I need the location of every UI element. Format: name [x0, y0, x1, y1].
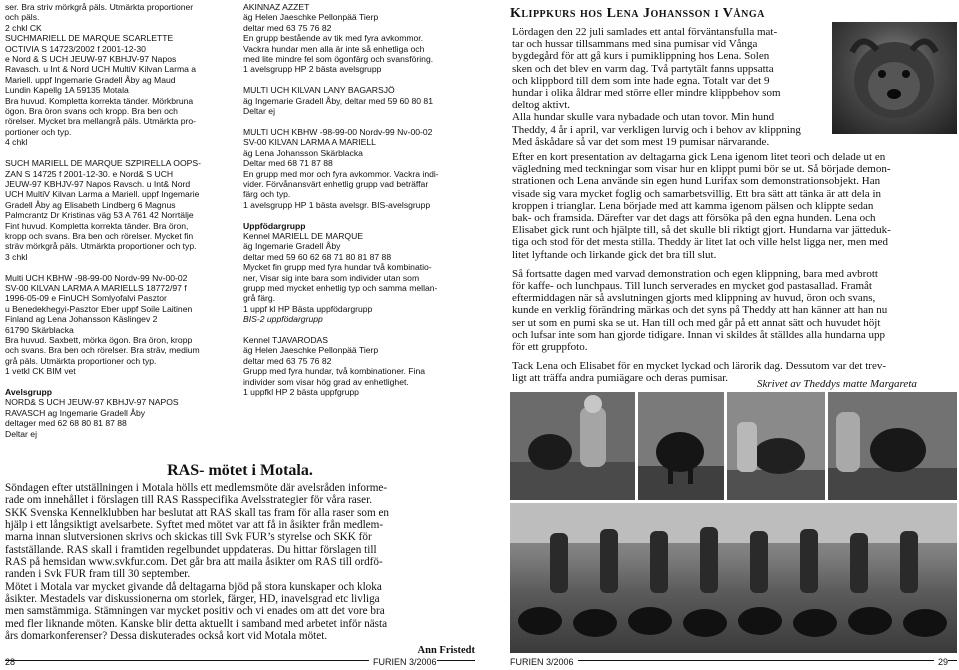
p2-line: litet lyftande och lirkande gick det bra till slut. [512, 248, 717, 261]
col1-line: Multi UCH KBHW -98-99-00 Nordv-99 Nv-00-02 [5, 272, 188, 283]
p3-line: Så fortsatte dagen med varvad demonstration och egen klippning, bara med avbrott [512, 267, 878, 280]
col2-line: grupp med mycket enhetlig typ och samma mellan- [243, 282, 438, 293]
col1-line: RAVASCH ag Ingemarie Gradell Åby [5, 407, 146, 418]
intro-line: deltog aktivt. [512, 99, 571, 112]
col2-line: 1 uppf kl HP Bästa uppfödargrupp [243, 303, 373, 314]
col2-line: Grupp med fyra hundar, två kombinationer. Fina [243, 366, 425, 377]
col2-line: MULTI UCH KILVAN LANY BAGARSJÖ [243, 85, 395, 96]
ras-line: års domarkonferenser? Dessa diskuterades också kort vid Motala mötet. [5, 630, 328, 643]
intro-line: Alla hundar skulle vara nybadade och utan tovor. Min hund [512, 111, 775, 124]
ras-line: med fler liknande möten. Kanske blir detta aktuellt i samband med arbetet inför nästa [5, 617, 388, 630]
left-col-2-lines [243, 2, 473, 397]
right-body [512, 151, 957, 392]
col2-line: deltar med 63 75 76 82 [243, 355, 332, 366]
left-magazine-name: FURIEN 3/2006 [369, 657, 437, 667]
col1-line: och svans. Bra ben och rörelser. Bra sträv, medium [5, 345, 200, 356]
ras-article [5, 462, 475, 656]
col2-line: Mycket fin grupp med fyra hundar två kombinatio- [243, 262, 432, 273]
ras-line: marna innan slutversionen skrivs och skickas till Svk FUR’s styrelse och SKK för [5, 531, 372, 544]
col2-line: MULTI UCH KBHW -98-99-00 Nordv-99 Nv-00-02 [243, 126, 433, 137]
intro-line: Theddy, 4 år i april, var verkligen lurvig och i behov av klippning [512, 123, 801, 136]
col1-line: rörelser. Mycket bra mellangrå päls. Utmärkta pro- [5, 116, 197, 127]
col2-line: Kennel TJAVARODAS [243, 335, 329, 345]
col1-line: JEUW-97 KBHJV-97 Napos Ravsch. u Int& Nord [5, 178, 191, 189]
paragraph-afternoon [512, 268, 957, 353]
col2-line: äg Ingemarie Gradell Åby [243, 241, 341, 252]
col1-line: 1 vetkl CK BIM vet [5, 366, 76, 377]
col1-line: kropp och svans. Bra ben och rörelser. Mycket fin [5, 230, 194, 241]
col1-line: portioner och typ. [5, 126, 72, 137]
group-photo-illustration [510, 503, 957, 653]
left-col-2 [243, 2, 473, 397]
photo-dog-portrait [832, 22, 957, 134]
col2-line: AKINNAZ AZZET [243, 2, 310, 12]
col2-line: äg Helen Jaeschke Pellonpää Tierp [243, 12, 379, 23]
headline-text: Klippkurs hos Lena Johansson i Vånga [510, 6, 765, 21]
col2-line: med lite mindre fel som ögonfärg och svansföring. [243, 54, 434, 65]
intro-lines [512, 26, 830, 148]
p2-line: strationen och Lena använde sin egen hund Lurifax som demonstrationsobjekt. Han [512, 175, 881, 188]
col2-line: äg Ingemarie Gradell Åby, deltar med 59 60 80 81 [243, 95, 433, 106]
col1-line [5, 148, 227, 158]
ras-line: fastställande. RAS skall i framtiden regelbundet uppdateras. Du hittar förslagen till [5, 543, 377, 556]
ras-title: RAS- mötet i Motala. [167, 462, 313, 479]
col1-line: 3 chkl [5, 251, 28, 262]
col1-line: 61790 Skärblacka [5, 324, 74, 335]
grooming-scene-3 [727, 392, 825, 500]
ras-line: RAS på hemsidan www.svkfur.com. Det går bra att maila åsikter om RAS till ordfö- [5, 556, 383, 569]
col2-line: individer som visar hög grad av enhetlighet. [243, 376, 409, 387]
p4-line: Tack Lena och Elisabet för en mycket lyckad och lärorik dag. Dessutom var det trev- [512, 360, 887, 373]
col2-line: Deltar ej [243, 106, 275, 117]
p2-line: Elisabet gick runt och hjälpte till, så det skulle bli riktigt gjort. Hundarna var jätteduk- [512, 224, 891, 237]
col1-line: ZAN S 14725 f 2001-12-30. e Nord& S UCH [5, 168, 174, 179]
ras-line: Söndagen efter utställningen i Motala hölls ett medlemsmöte där avelsråden informe- [5, 482, 388, 494]
col1-line: Avelsgrupp [5, 387, 52, 398]
col2-line [243, 116, 473, 126]
p2-line: kroppen i trianglar. Lena började med att kamma igenom pälsen och klippte sedan [512, 199, 874, 212]
col2-line: deltar med 59 60 62 68 71 80 81 87 88 [243, 251, 392, 262]
ras-line: men samstämmiga. Stämningen var mycket positiv och vi enades om att det vore bra [5, 605, 385, 618]
col1-line: Bra huvud. Kompletta korrekta tänder. Mörkbruna [5, 95, 194, 106]
col2-line: En grupp bestående av tik med fyra avkommor. [243, 33, 424, 44]
dog-portrait-illustration [832, 22, 957, 134]
intro-line: tar och hussar tillsammans med sina pumisar vid Vånga [512, 38, 758, 51]
col2-line: SV-00 KILVAN LARMA A MARIELL [243, 137, 376, 148]
ras-line: rade om innehållet i förslagen till RAS Rasspecifika Avelsstrategier för våra raser. [5, 494, 372, 507]
photo-grooming-4 [828, 392, 957, 500]
col2-line: ner, Visar sig inte bara som individer utan som [243, 272, 420, 283]
p3-line: för ett gruppfoto. [512, 341, 588, 354]
photo-grooming-1 [510, 392, 635, 500]
right-intro [512, 26, 830, 148]
col2-line: BIS-2 uppfödargrupp [243, 314, 323, 325]
p4-line: ligt att träffa andra pumiägare och deras pumisar. [512, 372, 729, 385]
col1-line: Finland ag Lena Johansson Käslingev 2 [5, 314, 158, 325]
col1-line: Ravasch. u Int & Nord UCH MultiV Kilvan Larma a [5, 64, 197, 75]
col1-line: u Benedekhegyi-Pasztor Eber uppf Soile Laitinen [5, 303, 193, 314]
col1-line: 1996-05-09 e FinUCH Somlyofalvi Pasztor [5, 293, 167, 304]
photo-grooming-3 [727, 392, 825, 500]
col1-line: UCH MultiV Kilvan Larma a Mariell. uppf Ingemarie [5, 189, 200, 200]
col2-line: färg och typ. [243, 189, 291, 200]
col2-line: äg Helen Jaeschke Pellonpää Tierp [243, 345, 379, 356]
col1-line: Deltar ej [5, 428, 37, 439]
left-page-number: 28 [5, 657, 16, 667]
p3-line: eftermiddagen när så avslutningen gjorts med klippning av huvud, öron och svans, [512, 292, 876, 305]
col1-line: Bra huvud. Saxbett, mörka ögon. Bra öron, kropp [5, 335, 193, 345]
col2-line: 1 avelsgrupp HP 2 bästa avelsgrupp [243, 64, 382, 75]
col1-line: Mariell. uppf Ingemarie Gradell Åby ag Maud [5, 74, 176, 85]
right-page-number: 29 [934, 657, 948, 667]
col1-line: SUCH MARIELL DE MARQUE SZPIRELLA OOPS- [5, 158, 201, 169]
col1-line: Palmcrantz Dr Kristinas väg 53 A 761 42 Norrtälje [5, 210, 194, 221]
col1-line: NORD& S UCH JEUW-97 KBHJV-97 NAPOS [5, 397, 179, 408]
p2-line: bak- och framsida. Därefter var det dags att försöka på den egna hunden. Lena och [512, 212, 876, 225]
col2-line [243, 75, 473, 85]
photo-grooming-2 [638, 392, 724, 500]
col2-line: Deltar med 68 71 87 88 [243, 158, 333, 169]
p2-line: vägledning med teckningar som visar hur en klippt pumi bör se ut. Så började demon- [512, 163, 891, 176]
p2-line: visade sig vara mycket foglig och samarbetsvillig. Ett bra sätt att tänka är att dela in [512, 187, 881, 200]
ras-line: Mötet i Motala var mycket givande då deltagarna bjöd på stora kunskaper och kloka [5, 580, 382, 593]
ras-line: randen i Svk FUR fram till 30 september. [5, 568, 191, 581]
col1-line: 4 chkl [5, 137, 28, 148]
right-signature: Skrivet av Theddys matte Margareta [757, 378, 917, 390]
col1-line: deltager med 62 68 80 81 87 88 [5, 418, 127, 429]
col1-line: ser. Bra striv mörkgrå päls. Utmärkta proportioner [5, 2, 194, 12]
col2-line: Vackra hundar men alla är inte så enhetliga och [243, 43, 425, 54]
col2-line: En grupp med mor och fyra avkommor. Vackra indi- [243, 168, 439, 179]
intro-line: och klippbord till dem som inte hade egna. Totalt var det 9 [512, 74, 770, 87]
col1-line: OCTIVIA S 14723/2002 f 2001-12-30 [5, 43, 146, 54]
left-col-1-lines [5, 2, 227, 439]
col2-line: 1 avelsgrupp HP 1 bästa avelsgr. BIS-avelsgrupp [243, 199, 431, 210]
paragraph-demonstration [512, 151, 957, 261]
p3-line: för kaffe- och lunchpaus. Till lunch serverades en mycket god pastasallad. Framåt [512, 280, 872, 293]
col2-line: deltar med 63 75 76 82 [243, 22, 332, 33]
ras-signature: Ann Fristedt [417, 645, 475, 657]
col1-line: e Nord & S UCH JEUW-97 KBHJV-97 Napos [5, 54, 177, 65]
intro-line: bygdegård för att gå kurs i pumiklippning hos Lena. Solen [512, 50, 770, 63]
right-magazine-name: FURIEN 3/2006 [510, 657, 578, 667]
col1-line: grå päls. Utmärkta proportioner och typ. [5, 355, 157, 366]
col2-line [243, 210, 473, 220]
col1-line: ögon. Bra öron svans och kropp. Bra ben och [5, 106, 178, 117]
col2-line: 1 uppfkl HP 2 bästa uppfgrupp [243, 387, 359, 398]
ras-body [5, 482, 475, 642]
grooming-scene-1 [510, 392, 635, 500]
grooming-scene-2 [638, 392, 724, 500]
p2-line: Efter en kort presentation av deltagarna gick Lena igenom litet teori och delade ut en [512, 151, 886, 163]
col2-line: vider. Förvånansvärt enhetlig grupp vad beträffar [243, 178, 429, 189]
ras-line: SKK Svenska Kennelklubben har beslutat att RAS skall tas fram för alla raser som en [5, 506, 390, 519]
col2-line: grå färg. [243, 293, 276, 304]
col2-line: Uppfödargrupp [243, 220, 306, 231]
intro-line: hundar i olika åldrar med större eller mindre klippbehov som [512, 87, 781, 100]
intro-line: Med åskådare så var det som mest 19 pumisar närvarande. [512, 135, 770, 148]
col1-line: Fint huvud. Kompletta korrekta tänder. Bra öron, [5, 220, 189, 231]
col1-line: sträv mörkgrå päls. Utmärkta proportioner och typ. [5, 241, 197, 252]
col2-line: äg Lena Johansson Skärblacka [243, 147, 363, 158]
p3-line: ser ut som en pumi ska se ut. Han till och med går på ett annat sätt och huvudet höjt [512, 316, 881, 329]
col1-line: SUCHMARIELL DE MARQUE SCARLETTE [5, 33, 174, 44]
intro-line: Lördagen den 22 juli samlades ett antal förväntansfulla mat- [512, 26, 778, 38]
col1-line: Lundin Kapellg 1A 59135 Motala [5, 85, 129, 96]
col1-line [5, 377, 227, 387]
col1-line: SV-00 KILVAN LARMA A MARIELLS 18772/97 f [5, 282, 187, 293]
col1-line [5, 262, 227, 272]
col1-line: 2 chkl CK [5, 22, 42, 33]
p3-line: kunde en verklig förändring märkas och det syns på Theddy att han känner att han nu [512, 304, 888, 317]
col2-line: Kennel MARIELL DE MARQUE [243, 230, 364, 241]
photo-group [510, 503, 957, 653]
ras-line: åsikter. Mestadels var diskussionerna om storlek, färger, HD, inavelsgrad etc livliga [5, 593, 380, 606]
p3-line: och lufsar inte som han gjorde tidigare. Innan vi skildes åt ställdes alla hundarna upp [512, 328, 885, 341]
intro-line: sken och det blev en varm dag. Två partytält fanns uppsatta [512, 62, 774, 75]
p2-line: tiga och stod för det mesta stilla. Theddy är litet lat och ville helst ligga ner, men med [512, 236, 889, 249]
right-headline [510, 6, 950, 22]
ras-line: hjälp i ett långsiktigt avelsarbete. Syftet med mötet var att få in åsikter från medlem- [5, 519, 384, 532]
left-col-1 [5, 2, 227, 439]
grooming-scene-4 [828, 392, 957, 500]
col2-line [243, 325, 473, 335]
col1-line: och päls. [5, 12, 40, 23]
col1-line: Gradell Åby ag Elisabeth Lindberg 6 Magnus [5, 199, 176, 210]
